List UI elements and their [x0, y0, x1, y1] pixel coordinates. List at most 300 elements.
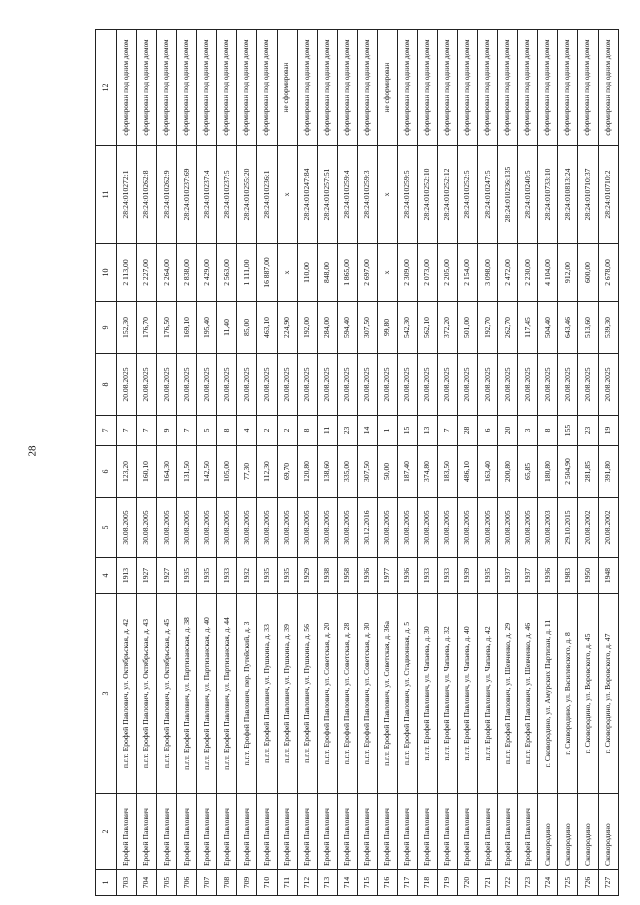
residents-count-cell: 8 — [297, 416, 317, 446]
address-cell: г. Сковородино, ул. Василевского, д. 8 — [558, 594, 578, 794]
cadastral-number-cell: 28:24:010710:2 — [598, 146, 618, 244]
land-area-cell: 539,30 — [598, 302, 618, 354]
build-year-cell: 1933 — [217, 558, 237, 594]
residents-count-cell: 28 — [458, 416, 478, 446]
land-area-cell: 562,10 — [417, 302, 437, 354]
record-date-cell: 20.08.2025 — [257, 354, 277, 416]
cadastral-number-cell: 28:24:010272:1 — [117, 146, 137, 244]
table-row — [518, 30, 538, 896]
address-cell: п.г.т. Ерофей Павлович, ул. Партизанская, д. 40 — [197, 594, 217, 794]
build-year-cell: 1948 — [598, 558, 618, 594]
record-date-cell: 20.08.2025 — [478, 354, 498, 416]
address-cell: п.г.т. Ерофей Павлович, ул. Шевченко, д. 46 — [518, 594, 538, 794]
living-area-cell: 131,50 — [177, 446, 197, 498]
living-area-cell: 307,50 — [357, 446, 377, 498]
row-number-cell: 727 — [598, 870, 618, 896]
cadastral-number-cell: 28:24:010252:12 — [438, 146, 458, 244]
living-area-cell: 77,30 — [237, 446, 257, 498]
land-area-cell: 195,40 — [197, 302, 217, 354]
locality-cell: Ерофей Павлович — [177, 794, 197, 870]
table-row — [297, 30, 317, 896]
registration-date-cell: 30.08.2005 — [377, 498, 397, 558]
address-cell: п.г.т. Ерофей Павлович, ул. Чапаева, д. 42 — [478, 594, 498, 794]
parcel-area-cell: 2 563,00 — [217, 244, 237, 302]
parcel-area-cell: 2 838,00 — [177, 244, 197, 302]
cadastral-number-cell: 28:24:010257:51 — [317, 146, 337, 244]
row-number-cell: 713 — [317, 870, 337, 896]
living-area-cell: 160,10 — [137, 446, 157, 498]
parcel-area-cell: 3 098,00 — [478, 244, 498, 302]
build-year-cell: 1932 — [237, 558, 257, 594]
row-number-cell: 710 — [257, 870, 277, 896]
parcel-area-cell: 600,00 — [578, 244, 598, 302]
row-number-cell: 719 — [438, 870, 458, 896]
living-area-cell: 112,30 — [257, 446, 277, 498]
address-cell: п.г.т. Ерофей Павлович, пер. Путейский, д. 3 — [237, 594, 257, 794]
parcel-status-cell: сформирован под одним домом — [357, 30, 377, 146]
address-cell: п.г.т. Ерофей Павлович, ул. Октябрьская, д. 42 — [117, 594, 137, 794]
page-number: 28 — [26, 445, 39, 457]
land-area-cell: 192,70 — [478, 302, 498, 354]
row-number-cell: 726 — [578, 870, 598, 896]
parcel-status-cell: сформирован под одним домом — [237, 30, 257, 146]
row-number-cell: 709 — [237, 870, 257, 896]
cadastral-number-cell: 28:24:010237:4 — [197, 146, 217, 244]
record-date-cell: 20.08.2025 — [498, 354, 518, 416]
row-number-cell: 723 — [518, 870, 538, 896]
build-year-cell: 1935 — [197, 558, 217, 594]
build-year-cell: 1937 — [498, 558, 518, 594]
land-area-cell: 594,40 — [337, 302, 357, 354]
record-date-cell: 20.08.2025 — [237, 354, 257, 416]
row-number-cell: 712 — [297, 870, 317, 896]
residents-count-cell: 11 — [317, 416, 337, 446]
parcel-status-cell: сформирован под одним домом — [458, 30, 478, 146]
table-row — [337, 30, 357, 896]
parcel-area-cell: x — [377, 244, 397, 302]
living-area-cell: 2 504,90 — [558, 446, 578, 498]
record-date-cell: 20.08.2025 — [438, 354, 458, 416]
land-area-cell: 169,10 — [177, 302, 197, 354]
locality-cell: Ерофей Павлович — [317, 794, 337, 870]
parcel-status-cell: сформирован под одним домом — [157, 30, 177, 146]
row-number-cell: 705 — [157, 870, 177, 896]
address-cell: г. Сковородино, ул. Амурских Партизан, д. 11 — [538, 594, 558, 794]
record-date-cell: 20.08.2025 — [177, 354, 197, 416]
cadastral-number-cell: x — [277, 146, 297, 244]
column-header: 7 — [96, 416, 117, 446]
address-cell: п.г.т. Ерофей Павлович, ул. Октябрьская, д. 43 — [137, 594, 157, 794]
address-cell: п.г.т. Ерофей Павлович, ул. Пушкина, д. 33 — [257, 594, 277, 794]
residents-count-cell: 19 — [598, 416, 618, 446]
address-cell: г. Сковородино, ул. Воровского, д. 47 — [598, 594, 618, 794]
row-number-cell: 708 — [217, 870, 237, 896]
locality-cell: Сковородино — [578, 794, 598, 870]
record-date-cell: 20.08.2025 — [578, 354, 598, 416]
land-area-cell: 11,40 — [217, 302, 237, 354]
locality-cell: Ерофей Павлович — [397, 794, 417, 870]
address-cell: п.г.т. Ерофей Павлович, ул. Чапаева, д. 32 — [438, 594, 458, 794]
cadastral-number-cell: 28:24:010813:24 — [558, 146, 578, 244]
parcel-area-cell: 2 264,00 — [157, 244, 177, 302]
address-cell: п.г.т. Ерофей Павлович, ул. Стадионная, д. 5 — [397, 594, 417, 794]
registration-date-cell: 30.08.2005 — [498, 498, 518, 558]
table-row — [538, 30, 558, 896]
table-row — [137, 30, 157, 896]
housing-registry-table — [95, 29, 619, 896]
column-header: 10 — [96, 244, 117, 302]
parcel-status-cell: сформирован под одним домом — [177, 30, 197, 146]
registration-date-cell: 30.08.2003 — [538, 498, 558, 558]
column-header: 8 — [96, 354, 117, 416]
row-number-cell: 722 — [498, 870, 518, 896]
table-row — [257, 30, 277, 896]
land-area-cell: 513,60 — [578, 302, 598, 354]
registration-date-cell: 30.08.2005 — [257, 498, 277, 558]
table-row — [317, 30, 337, 896]
record-date-cell: 20.08.2025 — [117, 354, 137, 416]
parcel-status-cell: сформирован под одним домом — [578, 30, 598, 146]
locality-cell: Сковородино — [538, 794, 558, 870]
locality-cell: Ерофей Павлович — [137, 794, 157, 870]
column-header: 2 — [96, 794, 117, 870]
residents-count-cell: 1 — [377, 416, 397, 446]
parcel-status-cell: сформирован под одним домом — [558, 30, 578, 146]
parcel-area-cell: 848,00 — [317, 244, 337, 302]
locality-cell: Ерофей Павлович — [458, 794, 478, 870]
residents-count-cell: 23 — [337, 416, 357, 446]
cadastral-number-cell: 28:24:010240:5 — [518, 146, 538, 244]
table-row — [478, 30, 498, 896]
locality-cell: Сковородино — [598, 794, 618, 870]
registration-date-cell: 20.08.2002 — [598, 498, 618, 558]
locality-cell: Ерофей Павлович — [498, 794, 518, 870]
locality-cell: Ерофей Павлович — [337, 794, 357, 870]
parcel-area-cell: 2 429,00 — [197, 244, 217, 302]
table-row — [377, 30, 397, 896]
rotated-table-container — [95, 30, 619, 896]
column-header: 1 — [96, 870, 117, 896]
cadastral-number-cell: 28:24:010733:10 — [538, 146, 558, 244]
living-area-cell: 164,30 — [157, 446, 177, 498]
record-date-cell: 20.08.2025 — [297, 354, 317, 416]
record-date-cell: 20.08.2025 — [317, 354, 337, 416]
build-year-cell: 1937 — [518, 558, 538, 594]
land-area-cell: 504,40 — [538, 302, 558, 354]
cadastral-number-cell: 28:24:010236:1 — [257, 146, 277, 244]
parcel-area-cell: 2 073,00 — [417, 244, 437, 302]
land-area-cell: 542,30 — [397, 302, 417, 354]
land-area-cell: 85,00 — [237, 302, 257, 354]
locality-cell: Ерофей Павлович — [518, 794, 538, 870]
living-area-cell: 50,00 — [377, 446, 397, 498]
cadastral-number-cell: 28:24:010255:20 — [237, 146, 257, 244]
address-cell: п.г.т. Ерофей Павлович, ул. Советская, д. 28 — [337, 594, 357, 794]
build-year-cell: 1913 — [117, 558, 137, 594]
address-cell: п.г.т. Ерофей Павлович, ул. Партизанская, д. 44 — [217, 594, 237, 794]
living-area-cell: 200,80 — [498, 446, 518, 498]
parcel-status-cell: сформирован под одним домом — [478, 30, 498, 146]
locality-cell: Ерофей Павлович — [257, 794, 277, 870]
build-year-cell: 1950 — [578, 558, 598, 594]
residents-count-cell: 14 — [357, 416, 377, 446]
residents-count-cell: 9 — [157, 416, 177, 446]
table-body — [96, 30, 619, 896]
column-header: 3 — [96, 594, 117, 794]
build-year-cell: 1983 — [558, 558, 578, 594]
parcel-status-cell: сформирован под одним домом — [117, 30, 137, 146]
column-header: 6 — [96, 446, 117, 498]
build-year-cell: 1933 — [417, 558, 437, 594]
living-area-cell: 69,70 — [277, 446, 297, 498]
build-year-cell: 1929 — [297, 558, 317, 594]
living-area-cell: 335,00 — [337, 446, 357, 498]
parcel-status-cell: не сформирован — [377, 30, 397, 146]
locality-cell: Ерофей Павлович — [217, 794, 237, 870]
address-cell: п.г.т. Ерофей Павлович, ул. Пушкина, д. 39 — [277, 594, 297, 794]
parcel-status-cell: сформирован под одним домом — [317, 30, 337, 146]
parcel-area-cell: 2 154,00 — [458, 244, 478, 302]
build-year-cell: 1958 — [337, 558, 357, 594]
locality-cell: Ерофей Павлович — [157, 794, 177, 870]
parcel-area-cell: x — [277, 244, 297, 302]
residents-count-cell: 5 — [197, 416, 217, 446]
living-area-cell: 123,20 — [117, 446, 137, 498]
record-date-cell: 20.08.2025 — [538, 354, 558, 416]
living-area-cell: 163,40 — [478, 446, 498, 498]
address-cell: п.г.т. Ерофей Павлович, ул. Пушкина, д. 56 — [297, 594, 317, 794]
record-date-cell: 20.08.2025 — [357, 354, 377, 416]
living-area-cell: 105,00 — [217, 446, 237, 498]
table-row — [117, 30, 137, 896]
parcel-area-cell: 2 113,00 — [117, 244, 137, 302]
parcel-area-cell: 16 887,00 — [257, 244, 277, 302]
cadastral-number-cell: 28:24:010259:5 — [397, 146, 417, 244]
build-year-cell: 1927 — [157, 558, 177, 594]
residents-count-cell: 8 — [217, 416, 237, 446]
table-row — [558, 30, 578, 896]
parcel-status-cell: сформирован под одним домом — [337, 30, 357, 146]
row-number-cell: 721 — [478, 870, 498, 896]
address-cell: п.г.т. Ерофей Павлович, ул. Советская, д. 36а — [377, 594, 397, 794]
registration-date-cell: 30.08.2005 — [518, 498, 538, 558]
parcel-status-cell: сформирован под одним домом — [257, 30, 277, 146]
residents-count-cell: 15 — [397, 416, 417, 446]
row-number-cell: 720 — [458, 870, 478, 896]
parcel-area-cell: 2 309,00 — [397, 244, 417, 302]
parcel-area-cell: 912,00 — [558, 244, 578, 302]
residents-count-cell: 7 — [137, 416, 157, 446]
build-year-cell: 1933 — [438, 558, 458, 594]
land-area-cell: 307,50 — [357, 302, 377, 354]
record-date-cell: 20.08.2025 — [558, 354, 578, 416]
living-area-cell: 183,50 — [438, 446, 458, 498]
table-row — [197, 30, 217, 896]
registration-date-cell: 29.10.2015 — [558, 498, 578, 558]
table-row — [397, 30, 417, 896]
land-area-cell: 262,70 — [498, 302, 518, 354]
parcel-status-cell: сформирован под одним домом — [197, 30, 217, 146]
registration-date-cell: 30.08.2005 — [438, 498, 458, 558]
locality-cell: Ерофей Павлович — [377, 794, 397, 870]
parcel-status-cell: сформирован под одним домом — [417, 30, 437, 146]
column-header: 5 — [96, 498, 117, 558]
table-row — [217, 30, 237, 896]
living-area-cell: 180,80 — [538, 446, 558, 498]
record-date-cell: 20.08.2025 — [458, 354, 478, 416]
record-date-cell: 20.08.2025 — [337, 354, 357, 416]
locality-cell: Ерофей Павлович — [297, 794, 317, 870]
parcel-status-cell: не сформирован — [277, 30, 297, 146]
cadastral-number-cell: 28:24:010259:3 — [357, 146, 377, 244]
residents-count-cell: 20 — [498, 416, 518, 446]
registration-date-cell: 30.08.2005 — [317, 498, 337, 558]
build-year-cell: 1939 — [458, 558, 478, 594]
registration-date-cell: 30.08.2005 — [217, 498, 237, 558]
registration-date-cell: 30.08.2005 — [277, 498, 297, 558]
land-area-cell: 372,20 — [438, 302, 458, 354]
living-area-cell: 374,80 — [417, 446, 437, 498]
cadastral-number-cell: x — [377, 146, 397, 244]
build-year-cell: 1935 — [177, 558, 197, 594]
record-date-cell: 20.08.2025 — [217, 354, 237, 416]
living-area-cell: 187,40 — [397, 446, 417, 498]
row-number-cell: 706 — [177, 870, 197, 896]
address-cell: п.г.т. Ерофей Павлович, ул. Октябрьская, д. 45 — [157, 594, 177, 794]
row-number-cell: 715 — [357, 870, 377, 896]
table-row — [598, 30, 618, 896]
registration-date-cell: 30.08.2005 — [417, 498, 437, 558]
record-date-cell: 20.08.2025 — [518, 354, 538, 416]
parcel-area-cell: 2 678,00 — [598, 244, 618, 302]
land-area-cell: 117,45 — [518, 302, 538, 354]
land-area-cell: 192,00 — [297, 302, 317, 354]
parcel-area-cell: 2 697,00 — [357, 244, 377, 302]
locality-cell: Ерофей Павлович — [417, 794, 437, 870]
parcel-status-cell: сформирован под одним домом — [217, 30, 237, 146]
parcel-area-cell: 2 205,00 — [438, 244, 458, 302]
table-row — [417, 30, 437, 896]
registration-date-cell: 30.08.2005 — [157, 498, 177, 558]
registration-date-cell: 30.08.2005 — [197, 498, 217, 558]
land-area-cell: 501,00 — [458, 302, 478, 354]
parcel-area-cell: 4 104,00 — [538, 244, 558, 302]
address-cell: п.г.т. Ерофей Павлович, ул. Чапаева, д. 40 — [458, 594, 478, 794]
record-date-cell: 20.08.2025 — [137, 354, 157, 416]
registration-date-cell: 30.08.2005 — [478, 498, 498, 558]
residents-count-cell: 2 — [257, 416, 277, 446]
build-year-cell: 1938 — [317, 558, 337, 594]
build-year-cell: 1936 — [538, 558, 558, 594]
registration-date-cell: 30.08.2005 — [337, 498, 357, 558]
column-header: 4 — [96, 558, 117, 594]
record-date-cell: 20.08.2025 — [377, 354, 397, 416]
address-cell: п.г.т. Ерофей Павлович, ул. Советская, д. 30 — [357, 594, 377, 794]
land-area-cell: 284,00 — [317, 302, 337, 354]
residents-count-cell: 23 — [578, 416, 598, 446]
table-row — [237, 30, 257, 896]
record-date-cell: 20.08.2025 — [598, 354, 618, 416]
address-cell: п.г.т. Ерофей Павлович, ул. Партизанская, д. 38 — [177, 594, 197, 794]
table-row — [438, 30, 458, 896]
cadastral-number-cell: 28:24:010710:37 — [578, 146, 598, 244]
row-number-cell: 724 — [538, 870, 558, 896]
residents-count-cell: 8 — [538, 416, 558, 446]
parcel-status-cell: сформирован под одним домом — [498, 30, 518, 146]
residents-count-cell: 6 — [478, 416, 498, 446]
cadastral-number-cell: 28:24:010262:9 — [157, 146, 177, 244]
row-number-cell: 714 — [337, 870, 357, 896]
land-area-cell: 99,80 — [377, 302, 397, 354]
row-number-cell: 717 — [397, 870, 417, 896]
living-area-cell: 486,10 — [458, 446, 478, 498]
living-area-cell: 138,60 — [317, 446, 337, 498]
registration-date-cell: 30.08.2005 — [397, 498, 417, 558]
parcel-status-cell: сформирован под одним домом — [137, 30, 157, 146]
parcel-area-cell: 2 472,00 — [498, 244, 518, 302]
column-header: 11 — [96, 146, 117, 244]
build-year-cell: 1977 — [377, 558, 397, 594]
row-number-cell: 703 — [117, 870, 137, 896]
table-row — [157, 30, 177, 896]
cadastral-number-cell: 28:24:010262:8 — [137, 146, 157, 244]
living-area-cell: 281,85 — [578, 446, 598, 498]
residents-count-cell: 4 — [237, 416, 257, 446]
registration-date-cell: 30.08.2005 — [458, 498, 478, 558]
row-number-cell: 711 — [277, 870, 297, 896]
build-year-cell: 1927 — [137, 558, 157, 594]
column-header: 12 — [96, 30, 117, 146]
locality-cell: Ерофей Павлович — [277, 794, 297, 870]
residents-count-cell: 7 — [117, 416, 137, 446]
cadastral-number-cell: 28:24:010252:10 — [417, 146, 437, 244]
locality-cell: Ерофей Павлович — [478, 794, 498, 870]
parcel-status-cell: сформирован под одним домом — [598, 30, 618, 146]
cadastral-number-cell: 28:24:010247:84 — [297, 146, 317, 244]
living-area-cell: 65,85 — [518, 446, 538, 498]
parcel-area-cell: 1 865,00 — [337, 244, 357, 302]
cadastral-number-cell: 28:24:010247:5 — [478, 146, 498, 244]
living-area-cell: 142,50 — [197, 446, 217, 498]
build-year-cell: 1936 — [357, 558, 377, 594]
table-row — [357, 30, 377, 896]
locality-cell: Ерофей Павлович — [197, 794, 217, 870]
registration-date-cell: 30.08.2005 — [117, 498, 137, 558]
land-area-cell: 643,46 — [558, 302, 578, 354]
column-header: 9 — [96, 302, 117, 354]
locality-cell: Ерофей Павлович — [237, 794, 257, 870]
living-area-cell: 120,80 — [297, 446, 317, 498]
parcel-status-cell: сформирован под одним домом — [518, 30, 538, 146]
build-year-cell: 1936 — [397, 558, 417, 594]
record-date-cell: 20.08.2025 — [417, 354, 437, 416]
cadastral-number-cell: 28:24:010236:135 — [498, 146, 518, 244]
build-year-cell: 1935 — [257, 558, 277, 594]
registration-date-cell: 20.08.2002 — [578, 498, 598, 558]
parcel-area-cell: 1 111,00 — [237, 244, 257, 302]
row-number-cell: 725 — [558, 870, 578, 896]
cadastral-number-cell: 28:24:010252:5 — [458, 146, 478, 244]
registration-date-cell: 30.08.2005 — [137, 498, 157, 558]
registration-date-cell: 30.12.2016 — [357, 498, 377, 558]
parcel-area-cell: 110,00 — [297, 244, 317, 302]
address-cell: п.г.т. Ерофей Павлович, ул. Чапаева, д. 30 — [417, 594, 437, 794]
table-row — [498, 30, 518, 896]
residents-count-cell: 155 — [558, 416, 578, 446]
parcel-status-cell: сформирован под одним домом — [438, 30, 458, 146]
build-year-cell: 1935 — [478, 558, 498, 594]
land-area-cell: 152,30 — [117, 302, 137, 354]
